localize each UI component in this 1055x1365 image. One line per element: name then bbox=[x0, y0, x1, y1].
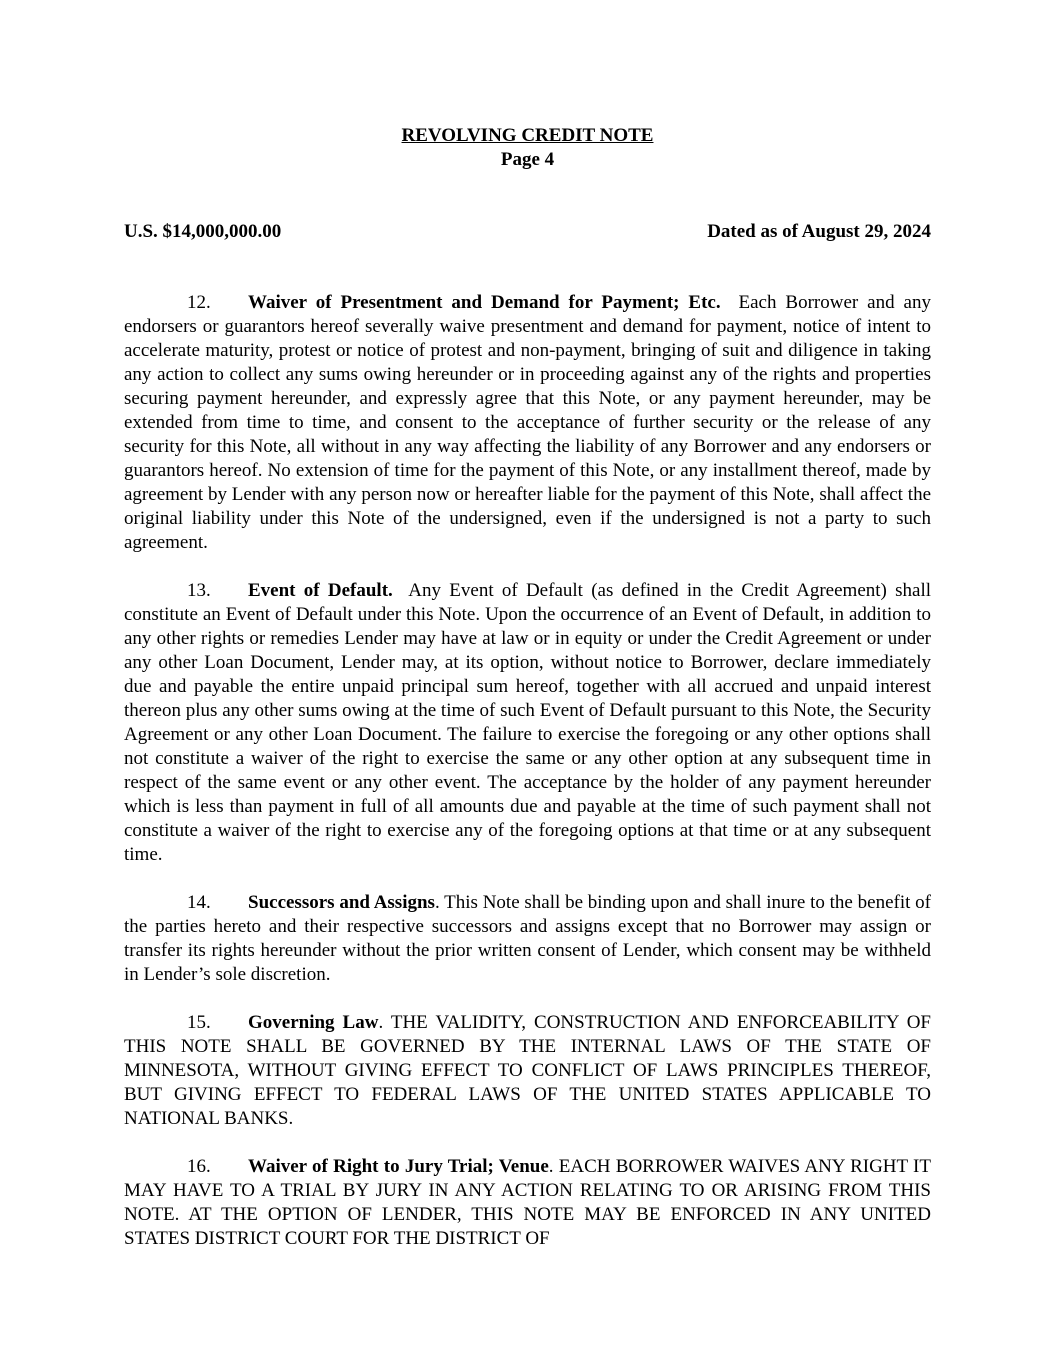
section-text: . This Note shall be binding upon and shall inure to the benefit of the parties hereto and their respective successors and assigns except that no Borrower may assign or transfer its rights hereunder without the prior written consent of Lender, which consent may be withheld in Lender’s sole discretion. bbox=[124, 892, 932, 985]
section-number: 14. bbox=[187, 892, 211, 913]
section-14 bbox=[124, 891, 931, 987]
note-meta-row bbox=[124, 220, 931, 244]
section-number: 16. bbox=[187, 1156, 211, 1177]
section-16 bbox=[124, 1155, 931, 1251]
section-text: Any Event of Default (as defined in the Credit Agreement) shall constitute an Event of Default under this Note. Upon the occurrence of an Event of Default, in addition to any other rights or remedies Lender may have at law or in equity or under the Credit Agreement or under any other Loan Document, Lender may, at its option, without notice to Borrower, declare immediately due and payable the entire unpaid principal sum hereof, together with all accrued and unpaid interest thereon plus any other sums owing at the time of such Event of Default pursuant to this Note, the Security Agreement or any other Loan Document. The failure to exercise the foregoing or any other options shall not constitute a waiver of the right to exercise the same or any other option at any subsequent time in respect of the same event or any other event. The acceptance by the holder of any payment hereunder which is less than payment in full of all amounts due and payable at the time of such payment shall not constitute a waiver of the right to exercise any of the foregoing options at that time or at any subsequent time. bbox=[124, 580, 932, 865]
note-amount: U.S. $14,000,000.00 bbox=[124, 221, 282, 242]
section-number: 12. bbox=[187, 292, 211, 313]
section-12 bbox=[124, 291, 931, 555]
section-heading: Successors and Assigns bbox=[248, 892, 435, 913]
section-text: . THE VALIDITY, CONSTRUCTION AND ENFORCEABILITY OF THIS NOTE SHALL BE GOVERNED BY THE INTERNAL LAWS OF THE STATE OF MINNESOTA, WITHOUT GIVING EFFECT TO CONFLICT OF LAWS PRINCIPLES THEREOF, BUT GIVING EFFECT TO FEDERAL LAWS OF THE UNITED STATES APPLICABLE TO NATIONAL BANKS. bbox=[124, 1012, 932, 1129]
section-number: 13. bbox=[187, 580, 211, 601]
document-body bbox=[124, 291, 931, 1275]
section-text: . EACH BORROWER WAIVES ANY RIGHT IT MAY HAVE TO A TRIAL BY JURY IN ANY ACTION RELATING TO OR ARISING FROM THIS NOTE. AT THE OPTION OF LENDER, THIS NOTE MAY BE ENFORCED IN ANY UNITED STATES DISTRICT COURT FOR THE DISTRICT OF bbox=[124, 1156, 931, 1249]
document-header bbox=[0, 124, 1055, 172]
section-13 bbox=[124, 579, 931, 867]
section-text: Each Borrower and any endorsers or guarantors hereof severally waive presentment and demand for payment, notice of intent to accelerate maturity, protest or notice of protest and non-payment, bringing of suit and diligence in taking any action to collect any sums owing hereunder or in proceeding against any of the rights and properties securing payment hereunder, and expressly agree that this Note, or any payment hereunder, may be extended from time to time, and consent to the acceptance of further security or the release of any security for this Note, all without in any way affecting the liability of any Borrower and any endorsers or guarantors hereof. No extension of time for the payment of this Note, or any installment thereof, made by agreement by Lender with any person now or hereafter liable for the payment of this Note, shall affect the original liability under this Note of the undersigned, even if the undersigned is not a party to such agreement. bbox=[124, 292, 931, 553]
section-number: 15. bbox=[187, 1012, 211, 1033]
section-heading: Waiver of Presentment and Demand for Payment; Etc. bbox=[248, 292, 721, 313]
note-date: Dated as of August 29, 2024 bbox=[707, 221, 931, 242]
document-title: REVOLVING CREDIT NOTE bbox=[401, 125, 654, 146]
section-heading: Event of Default. bbox=[248, 580, 393, 601]
section-heading: Waiver of Right to Jury Trial; Venue bbox=[248, 1156, 549, 1177]
page-label: Page 4 bbox=[500, 149, 555, 170]
section-heading: Governing Law bbox=[248, 1012, 379, 1033]
section-15 bbox=[124, 1011, 931, 1131]
